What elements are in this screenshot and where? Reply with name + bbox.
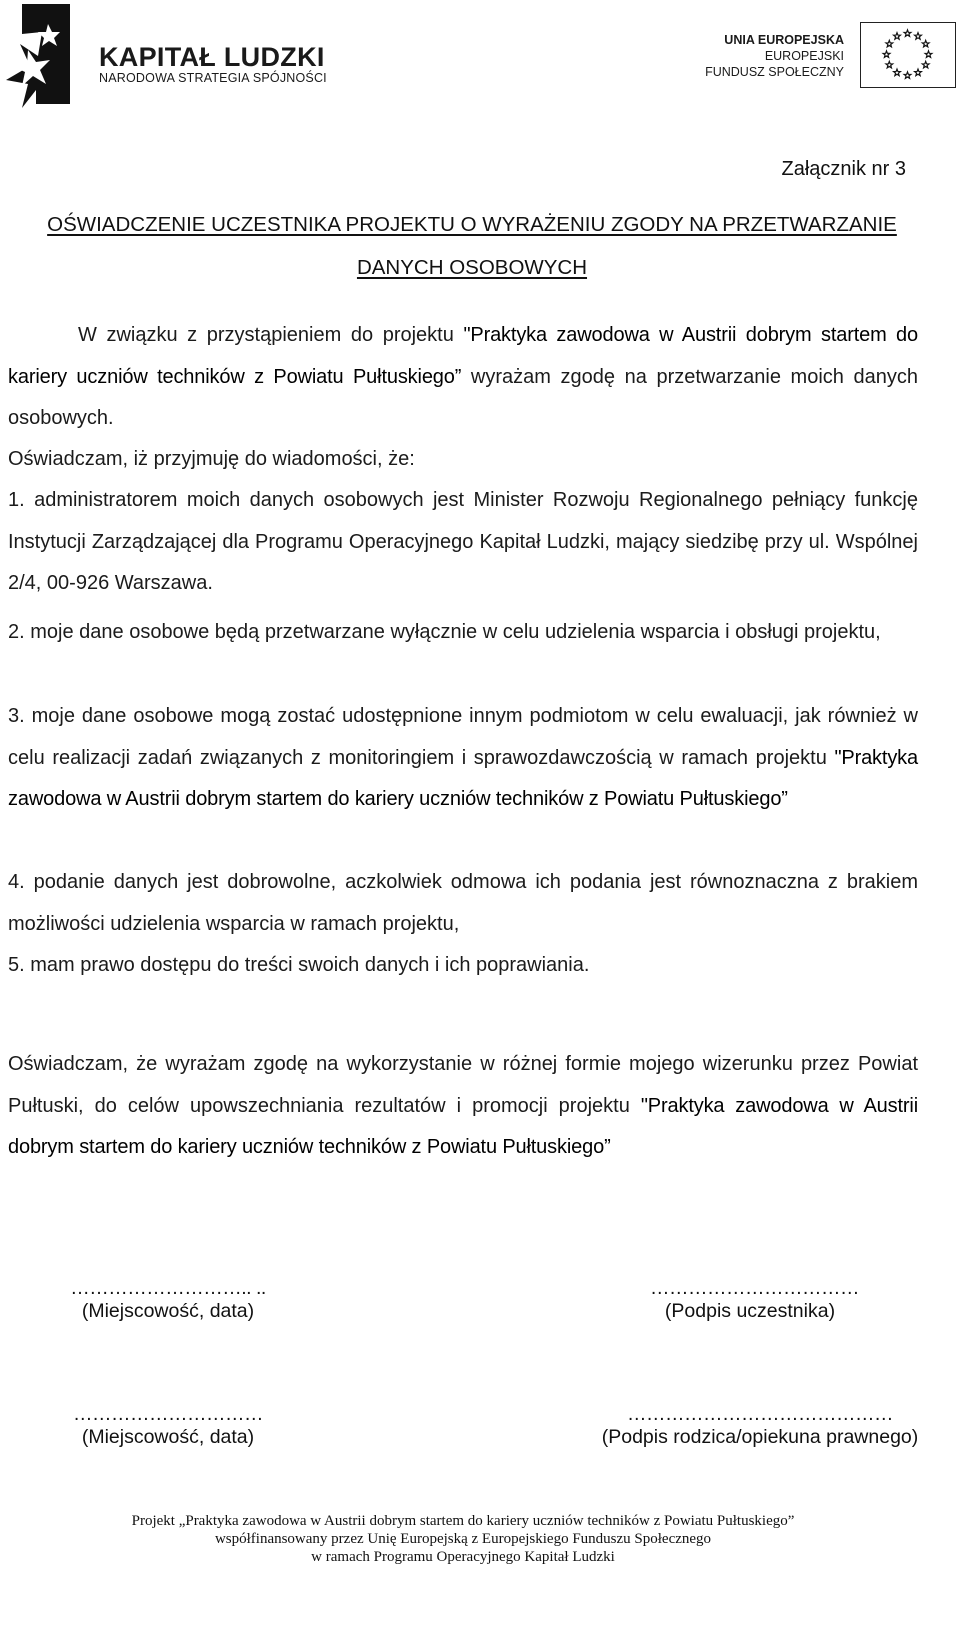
signature-label: (Podpis rodzica/opiekuna prawnego) [601,1426,919,1448]
point-5: 5. mam prawo dostępu do treści swoich danych i ich poprawiania. [8,954,590,976]
signature-guardian [585,1403,935,1449]
document-title-line-1: OŚWIADCZENIE UCZESTNIKA PROJEKTU O WYRAŻENIU ZGODY NA PRZETWARZANIE [47,213,897,236]
eu-flag-icon [860,22,956,88]
document-title-line-2: DANYCH OSOBOWYCH [356,256,588,279]
eu-logo-text [705,32,844,80]
declaration-intro: Oświadczam, iż przyjmuję do wiadomości, że: [8,448,415,470]
signature-line: …………………………… [650,1277,859,1299]
intro-text-a: W związku z przystąpieniem do projektu [78,324,464,346]
page-footer [0,1512,926,1566]
intro-text-b: wyrażam zgodę na przetwarzanie moich danych osobowych. [8,365,919,429]
eu-star-icon [904,72,911,79]
eu-star-icon [915,33,922,40]
signature-label: (Miejscowość, data) [81,1426,255,1448]
signature-place-date-2 [70,1403,266,1449]
eu-star-icon [883,51,890,58]
eu-star-icon [922,40,929,47]
signature-label: (Podpis uczestnika) [664,1300,836,1322]
point-3-project-name: "Praktyka zawodowa w Austrii dobrym startem do kariery uczniów techników z Powiatu Pułtuskiego” [8,746,918,810]
image-consent-project-name: "Praktyka zawodowa w Austrii dobrym startem do kariery uczniów techników z Powiatu Pułtuskiego” [8,1094,918,1158]
eu-star-icon [915,69,922,76]
kapital-ludzki-title: KAPITAŁ LUDZKI [99,42,325,72]
point-3 [8,696,918,821]
signature-place-date-1 [70,1277,266,1323]
eu-star-icon [886,40,893,47]
eu-star-icon [894,69,901,76]
eu-star-icon [886,61,893,68]
signature-line: ………………………… [73,1403,263,1425]
footer-line-2: współfinansowany przez Unię Europejską z Europejskiego Funduszu Społecznego [214,1531,712,1547]
eu-star-icon [904,30,911,37]
eu-star-icon [922,61,929,68]
kapital-ludzki-logo [2,4,332,109]
kapital-ludzki-subtitle: NARODOWA STRATEGIA SPÓJNOŚCI [99,71,327,85]
eu-star-icon [925,51,932,58]
signature-line: …………………………………… [627,1403,893,1425]
document-title [8,203,936,289]
eu-star-icon [894,33,901,40]
signature-line: ……………………….. .. [70,1277,266,1299]
eu-logo-line-1: UNIA EUROPEJSKA [724,33,844,47]
intro-paragraph [8,315,918,440]
point-1: 1. administratorem moich danych osobowych jest Minister Rozwoju Regionalnego pełniący funkcję Instytucji Zarządzającej dla Programu Operacyjnego Kapitał Ludzki, mający siedzibę przy ul. Wspólnej 2/4, 00-926 Warszawa. [8,489,918,594]
point-3-text: 3. moje dane osobowe mogą zostać udostępnione innym podmiotom w celu ewaluacji, jak również w celu realizacji zadań związanych z monitoringiem i sprawozdawczością w ramach projektu [8,705,918,769]
attachment-number: Załącznik nr 3 [781,158,906,180]
eu-logo-line-2: EUROPEJSKI [764,49,844,63]
image-consent-paragraph [8,1044,918,1169]
signature-participant [650,1277,859,1323]
signature-label: (Miejscowość, data) [81,1300,255,1322]
point-4: 4. podanie danych jest dobrowolne, aczkolwiek odmowa ich podania jest równoznaczna z brakiem możliwości udzielenia wsparcia w ramach projektu, [8,871,918,935]
kapital-ludzki-star-icon [2,4,74,108]
point-2: 2. moje dane osobowe będą przetwarzane wyłącznie w celu udzielenia wsparcia i obsługi projektu, [8,621,881,643]
eu-logo-line-3: FUNDUSZ SPOŁECZNY [705,65,844,79]
eu-logo [706,22,956,90]
image-consent-text: Oświadczam, że wyrażam zgodę na wykorzystanie w różnej formie mojego wizerunku przez Powiat Pułtuski, do celów upowszechniania rezultatów i promocji projektu [8,1053,918,1117]
footer-line-3: w ramach Programu Operacyjnego Kapitał Ludzki [311,1549,615,1565]
project-name: "Praktyka zawodowa w Austrii dobrym startem do kariery uczniów techników z Powiatu Pułtuskiego” [8,324,918,388]
footer-line-1: Projekt „Praktyka zawodowa w Austrii dobrym startem do kariery uczniów techników z Powiatu Pułtuskiego” [131,1513,795,1529]
